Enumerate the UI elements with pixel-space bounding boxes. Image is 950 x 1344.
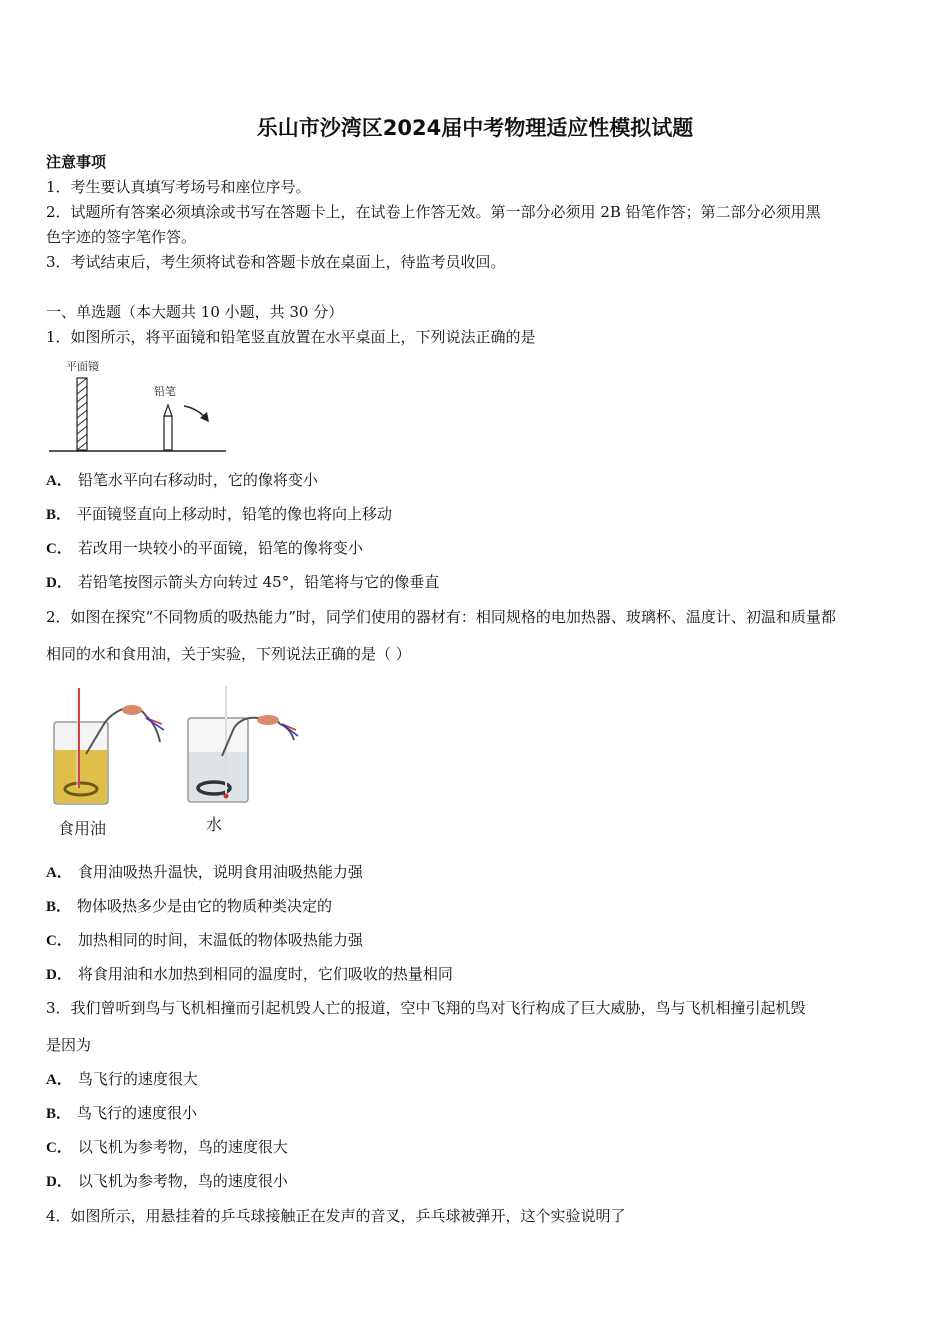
- water-beaker: [188, 686, 298, 802]
- q1-option-a: A． 铅笔水平向右移动时，它的像将变小: [46, 471, 318, 489]
- q1-option-d: D． 若铅笔按图示箭头方向转过 45°，铅笔将与它的像垂直: [46, 573, 440, 591]
- q2-fig-water-label: 水: [206, 815, 223, 834]
- q2-stem-line1: 2．如图在探究“不同物质的吸热能力”时，同学们使用的器材有：相同规格的电加热器、玻璃杯、温度计、初温和质量都: [46, 608, 836, 626]
- q2-option-d: D． 将食用油和水加热到相同的温度时，它们吸收的热量相同: [46, 965, 453, 983]
- section-heading: 一、单选题（本大题共 10 小题，共 30 分）: [46, 303, 344, 321]
- notice-item-1: 1．考生要认真填写考场号和座位序号。: [46, 178, 311, 196]
- q1-option-c: C． 若改用一块较小的平面镜，铅笔的像将变小: [46, 539, 363, 557]
- q3-stem-line2: 是因为: [46, 1036, 92, 1054]
- q3-stem-line1: 3．我们曾听到鸟与飞机相撞而引起机毁人亡的报道，空中飞翔的鸟对飞行构成了巨大威胁，鸟与飞机相撞引起机毁: [46, 999, 806, 1017]
- notice-item-2: 2．试题所有答案必须填涂或书写在答题卡上，在试卷上作答无效。第一部分必须用 2B 铅笔作答；第二部分必须用黑: [46, 203, 821, 221]
- q1-mirror-pencil-figure: [46, 356, 230, 456]
- q3-option-c: C． 以飞机为参考物，鸟的速度很大: [46, 1138, 288, 1156]
- notice-item-3: 3．考试结束后，考生须将试卷和答题卡放在桌面上，待监考员收回。: [46, 253, 506, 271]
- q2-option-c: C． 加热相同的时间，末温低的物体吸热能力强: [46, 931, 363, 949]
- q2-option-a: A． 食用油吸热升温快，说明食用油吸热能力强: [46, 863, 363, 881]
- q1-fig-pencil-label: 铅笔: [154, 385, 176, 398]
- q3-option-d: D． 以飞机为参考物，鸟的速度很小: [46, 1172, 288, 1190]
- page-title: 乐山市沙湾区2024届中考物理适应性模拟试题: [256, 116, 694, 140]
- q2-beakers-figure: [46, 684, 306, 842]
- q1-option-b: B． 平面镜竖直向上移动时，铅笔的像也将向上移动: [46, 505, 393, 523]
- notice-heading: 注意事项: [46, 153, 107, 171]
- q1-fig-mirror-label: 平面镜: [66, 360, 99, 373]
- q2-stem-line2: 相同的水和食用油，关于实验，下列说法正确的是（ ）: [46, 645, 411, 663]
- notice-item-2-cont: 色字迹的签字笔作答。: [46, 228, 197, 246]
- q3-option-b: B． 鸟飞行的速度很小: [46, 1104, 198, 1122]
- q2-option-b: B． 物体吸热多少是由它的物质种类决定的: [46, 897, 333, 915]
- q1-stem: 1．如图所示，将平面镜和铅笔竖直放置在水平桌面上，下列说法正确的是: [46, 328, 536, 346]
- q4-stem: 4．如图所示，用悬挂着的乒乓球接触正在发声的音叉，乒乓球被弹开，这个实验说明了: [46, 1207, 626, 1225]
- q2-fig-oil-label: 食用油: [58, 819, 107, 838]
- q3-option-a: A． 鸟飞行的速度很大: [46, 1070, 198, 1088]
- oil-beaker: [54, 688, 164, 804]
- pencil-shape: [164, 416, 172, 450]
